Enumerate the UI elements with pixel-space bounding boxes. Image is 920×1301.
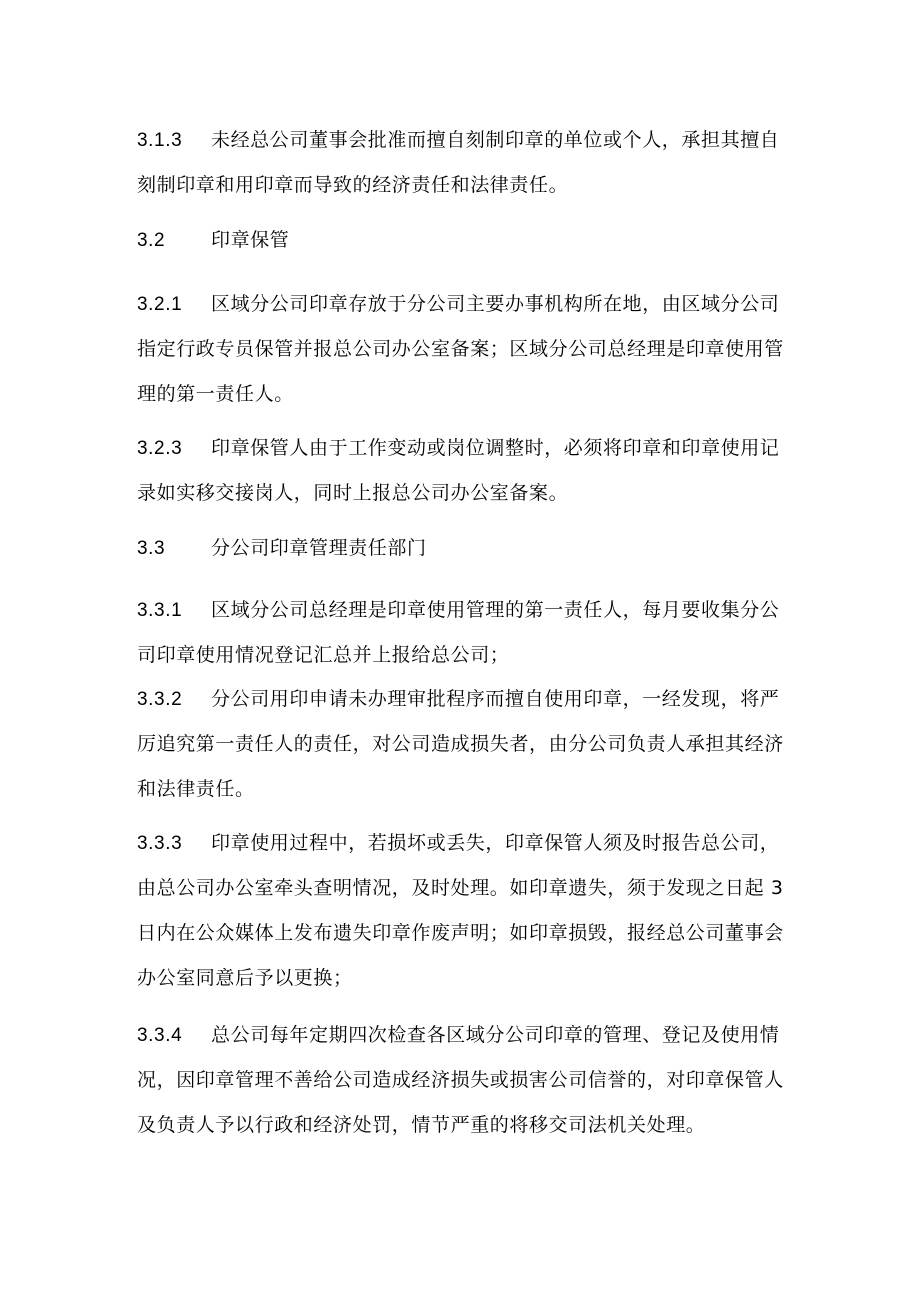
paragraph-3-2-1 xyxy=(137,282,797,417)
clause-text: 未经总公司董事会批准而擅自刻制印章的单位或个人，承担其擅自刻制印章和用印章而导致的经济责任和法律责任。 xyxy=(137,129,780,196)
section-number: 3.2 xyxy=(137,230,166,251)
clause-number: 3.3.3 xyxy=(137,833,183,854)
paragraph-3-3-3 xyxy=(137,821,797,1001)
paragraph-3-3-2 xyxy=(137,677,797,812)
clause-text: 印章使用过程中，若损坏或丢失，印章保管人须及时报告总公司，由总公司办公室牵头查明情况，及时处理。如印章遗失，须于发现之日起 3 日内在公众媒体上发布遗失印章作废声明；如印章损毁，报经总公司董事会办公室同意后予以更换； xyxy=(137,832,784,989)
clause-text: 总公司每年定期四次检查各区域分公司印章的管理、登记及使用情况，因印章管理不善给公司造成经济损失或损害公司信誉的，对印章保管人及负责人予以行政和经济处罚，情节严重的将移交司法机关处理。 xyxy=(137,1024,784,1136)
paragraph-3-3-4 xyxy=(137,1013,797,1148)
paragraph-3-2-3 xyxy=(137,426,797,516)
section-title: 分公司印章管理责任部门 xyxy=(211,537,427,559)
section-heading-3-3 xyxy=(137,526,797,571)
clause-text: 区域分公司印章存放于分公司主要办事机构所在地，由区域分公司指定行政专员保管并报总公司办公室备案；区域分公司总经理是印章使用管理的第一责任人。 xyxy=(137,293,784,405)
section-heading-3-2 xyxy=(137,218,797,263)
clause-text: 分公司用印申请未办理审批程序而擅自使用印章，一经发现，将严厉追究第一责任人的责任，对公司造成损失者，由分公司负责人承担其经济和法律责任。 xyxy=(137,688,784,800)
clause-number: 3.3.4 xyxy=(137,1025,183,1046)
clause-number: 3.2.3 xyxy=(137,438,183,459)
clause-number: 3.3.1 xyxy=(137,600,183,621)
clause-text: 区域分公司总经理是印章使用管理的第一责任人，每月要收集分公司印章使用情况登记汇总并上报给总公司； xyxy=(137,599,780,666)
clause-text: 印章保管人由于工作变动或岗位调整时，必须将印章和印章使用记录如实移交接岗人，同时上报总公司办公室备案。 xyxy=(137,437,780,504)
paragraph-3-3-1 xyxy=(137,588,797,678)
clause-number: 3.2.1 xyxy=(137,294,183,315)
section-number: 3.3 xyxy=(137,538,166,559)
clause-number: 3.1.3 xyxy=(137,130,183,151)
section-title: 印章保管 xyxy=(211,229,290,251)
clause-number: 3.3.2 xyxy=(137,689,183,710)
paragraph-3-1-3 xyxy=(137,118,797,208)
